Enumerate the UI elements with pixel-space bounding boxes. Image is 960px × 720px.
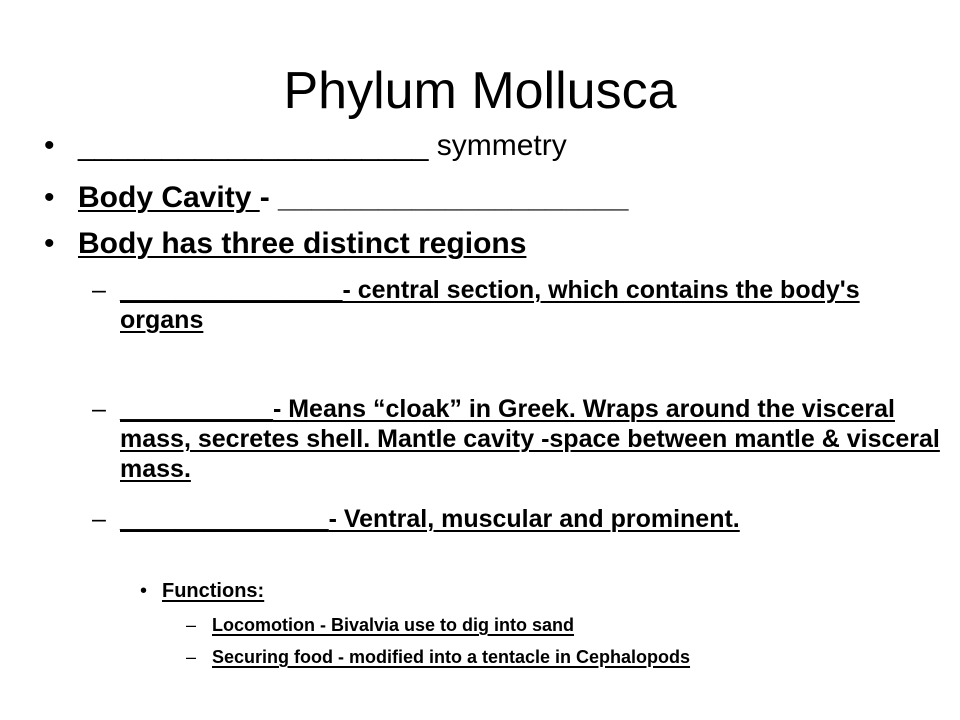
fill-in-blank: _______________ [120, 505, 329, 533]
slide-title: Phylum Mollusca [283, 62, 677, 120]
region-text [120, 275, 940, 335]
dash-icon: – [186, 615, 197, 635]
dash-icon: – [92, 276, 106, 304]
bullet-icon: • [44, 227, 55, 260]
fill-in-blank: _____________________ [278, 181, 629, 214]
region-text [120, 504, 940, 534]
fill-in-blank: _____________________ [78, 129, 429, 162]
bullet-item-body-cavity [0, 180, 960, 216]
body-cavity-label: Body Cavity [78, 181, 260, 214]
function-text: Securing food - modified into a tentacle in Cephalopods [212, 647, 691, 667]
bullet-item-symmetry [0, 128, 960, 164]
region-item-visceral-mass [0, 275, 960, 337]
bullet-text [78, 180, 938, 216]
function-item-locomotion [0, 614, 960, 636]
region-description: - Means “cloak” in Greek. Wraps around the visceral mass, secretes shell. Mantle cavity -space between mantle & visceral mass. [120, 395, 940, 483]
bullet-icon: • [44, 181, 55, 214]
bullet-icon: • [44, 129, 55, 162]
symmetry-text: symmetry [428, 129, 567, 162]
dash-icon: – [186, 647, 197, 667]
functions-label: Functions: [162, 580, 265, 602]
function-item-securing-food [0, 646, 960, 668]
region-text [120, 394, 940, 484]
fill-in-blank: ___________ [120, 395, 273, 423]
region-item-mantle [0, 394, 960, 489]
regions-heading: Body has three distinct regions [78, 227, 527, 260]
dash-icon: – [92, 505, 106, 533]
dash-icon: – [92, 395, 106, 423]
function-text: Locomotion - Bivalvia use to dig into sand [212, 615, 575, 635]
separator-text: - [259, 181, 279, 214]
functions-item [0, 579, 960, 603]
bullet-text [78, 128, 938, 164]
region-item-foot [0, 504, 960, 566]
fill-in-blank: ________________ [120, 276, 343, 304]
region-description: - central section, which contains the body's organs [120, 276, 860, 334]
bullet-item-regions [0, 226, 960, 262]
region-description: - Ventral, muscular and prominent. [328, 505, 740, 533]
bullet-icon: • [140, 580, 148, 602]
